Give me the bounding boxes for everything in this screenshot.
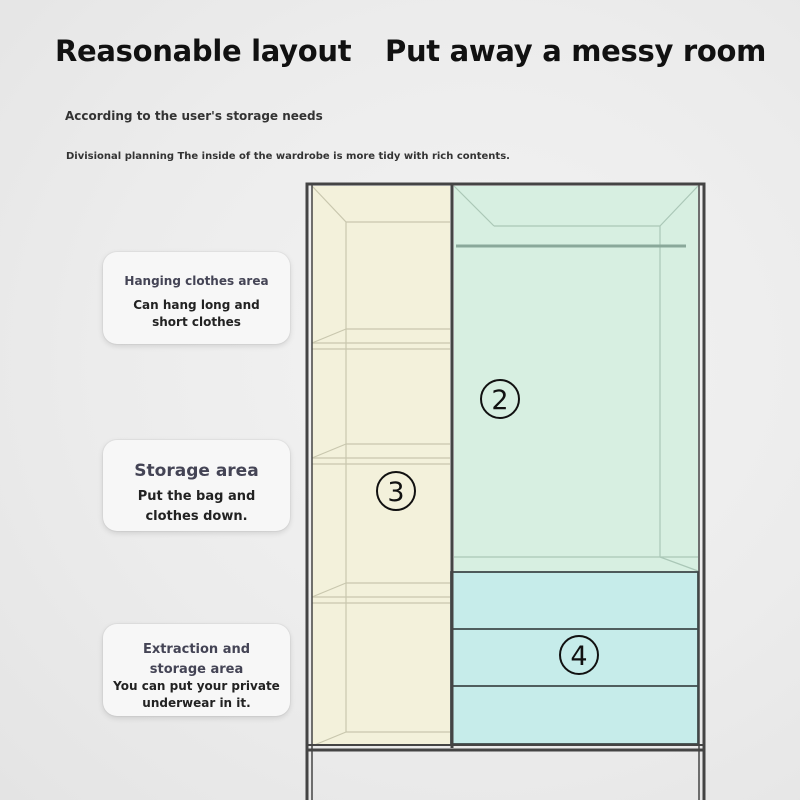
storage-area-desc: Put the bag and clothes down. bbox=[137, 489, 256, 524]
extraction-area-desc: You can put your private underwear in it. bbox=[113, 679, 280, 710]
zone-marker-3-label: 3 bbox=[387, 477, 405, 508]
subtitle-storage-needs: According to the user's storage needs bbox=[65, 109, 323, 123]
hanging-zone bbox=[454, 186, 698, 571]
hanging-area-desc: Can hang long and short clothes bbox=[133, 298, 260, 329]
shelves-zone bbox=[312, 186, 450, 746]
extraction-area-title: Extraction and storage area bbox=[142, 642, 251, 677]
zone-marker-2-label: 2 bbox=[491, 385, 509, 416]
headline-right: Put away a messy room bbox=[385, 34, 767, 68]
hanging-area-title: Hanging clothes area bbox=[124, 274, 269, 288]
storage-area-title: Storage area bbox=[134, 461, 259, 481]
headline-left: Reasonable layout bbox=[55, 34, 352, 68]
zone-marker-4-label: 4 bbox=[570, 641, 588, 672]
subtitle-divisional-planning: Divisional planning The inside of the wardrobe is more tidy with rich contents. bbox=[66, 151, 510, 162]
